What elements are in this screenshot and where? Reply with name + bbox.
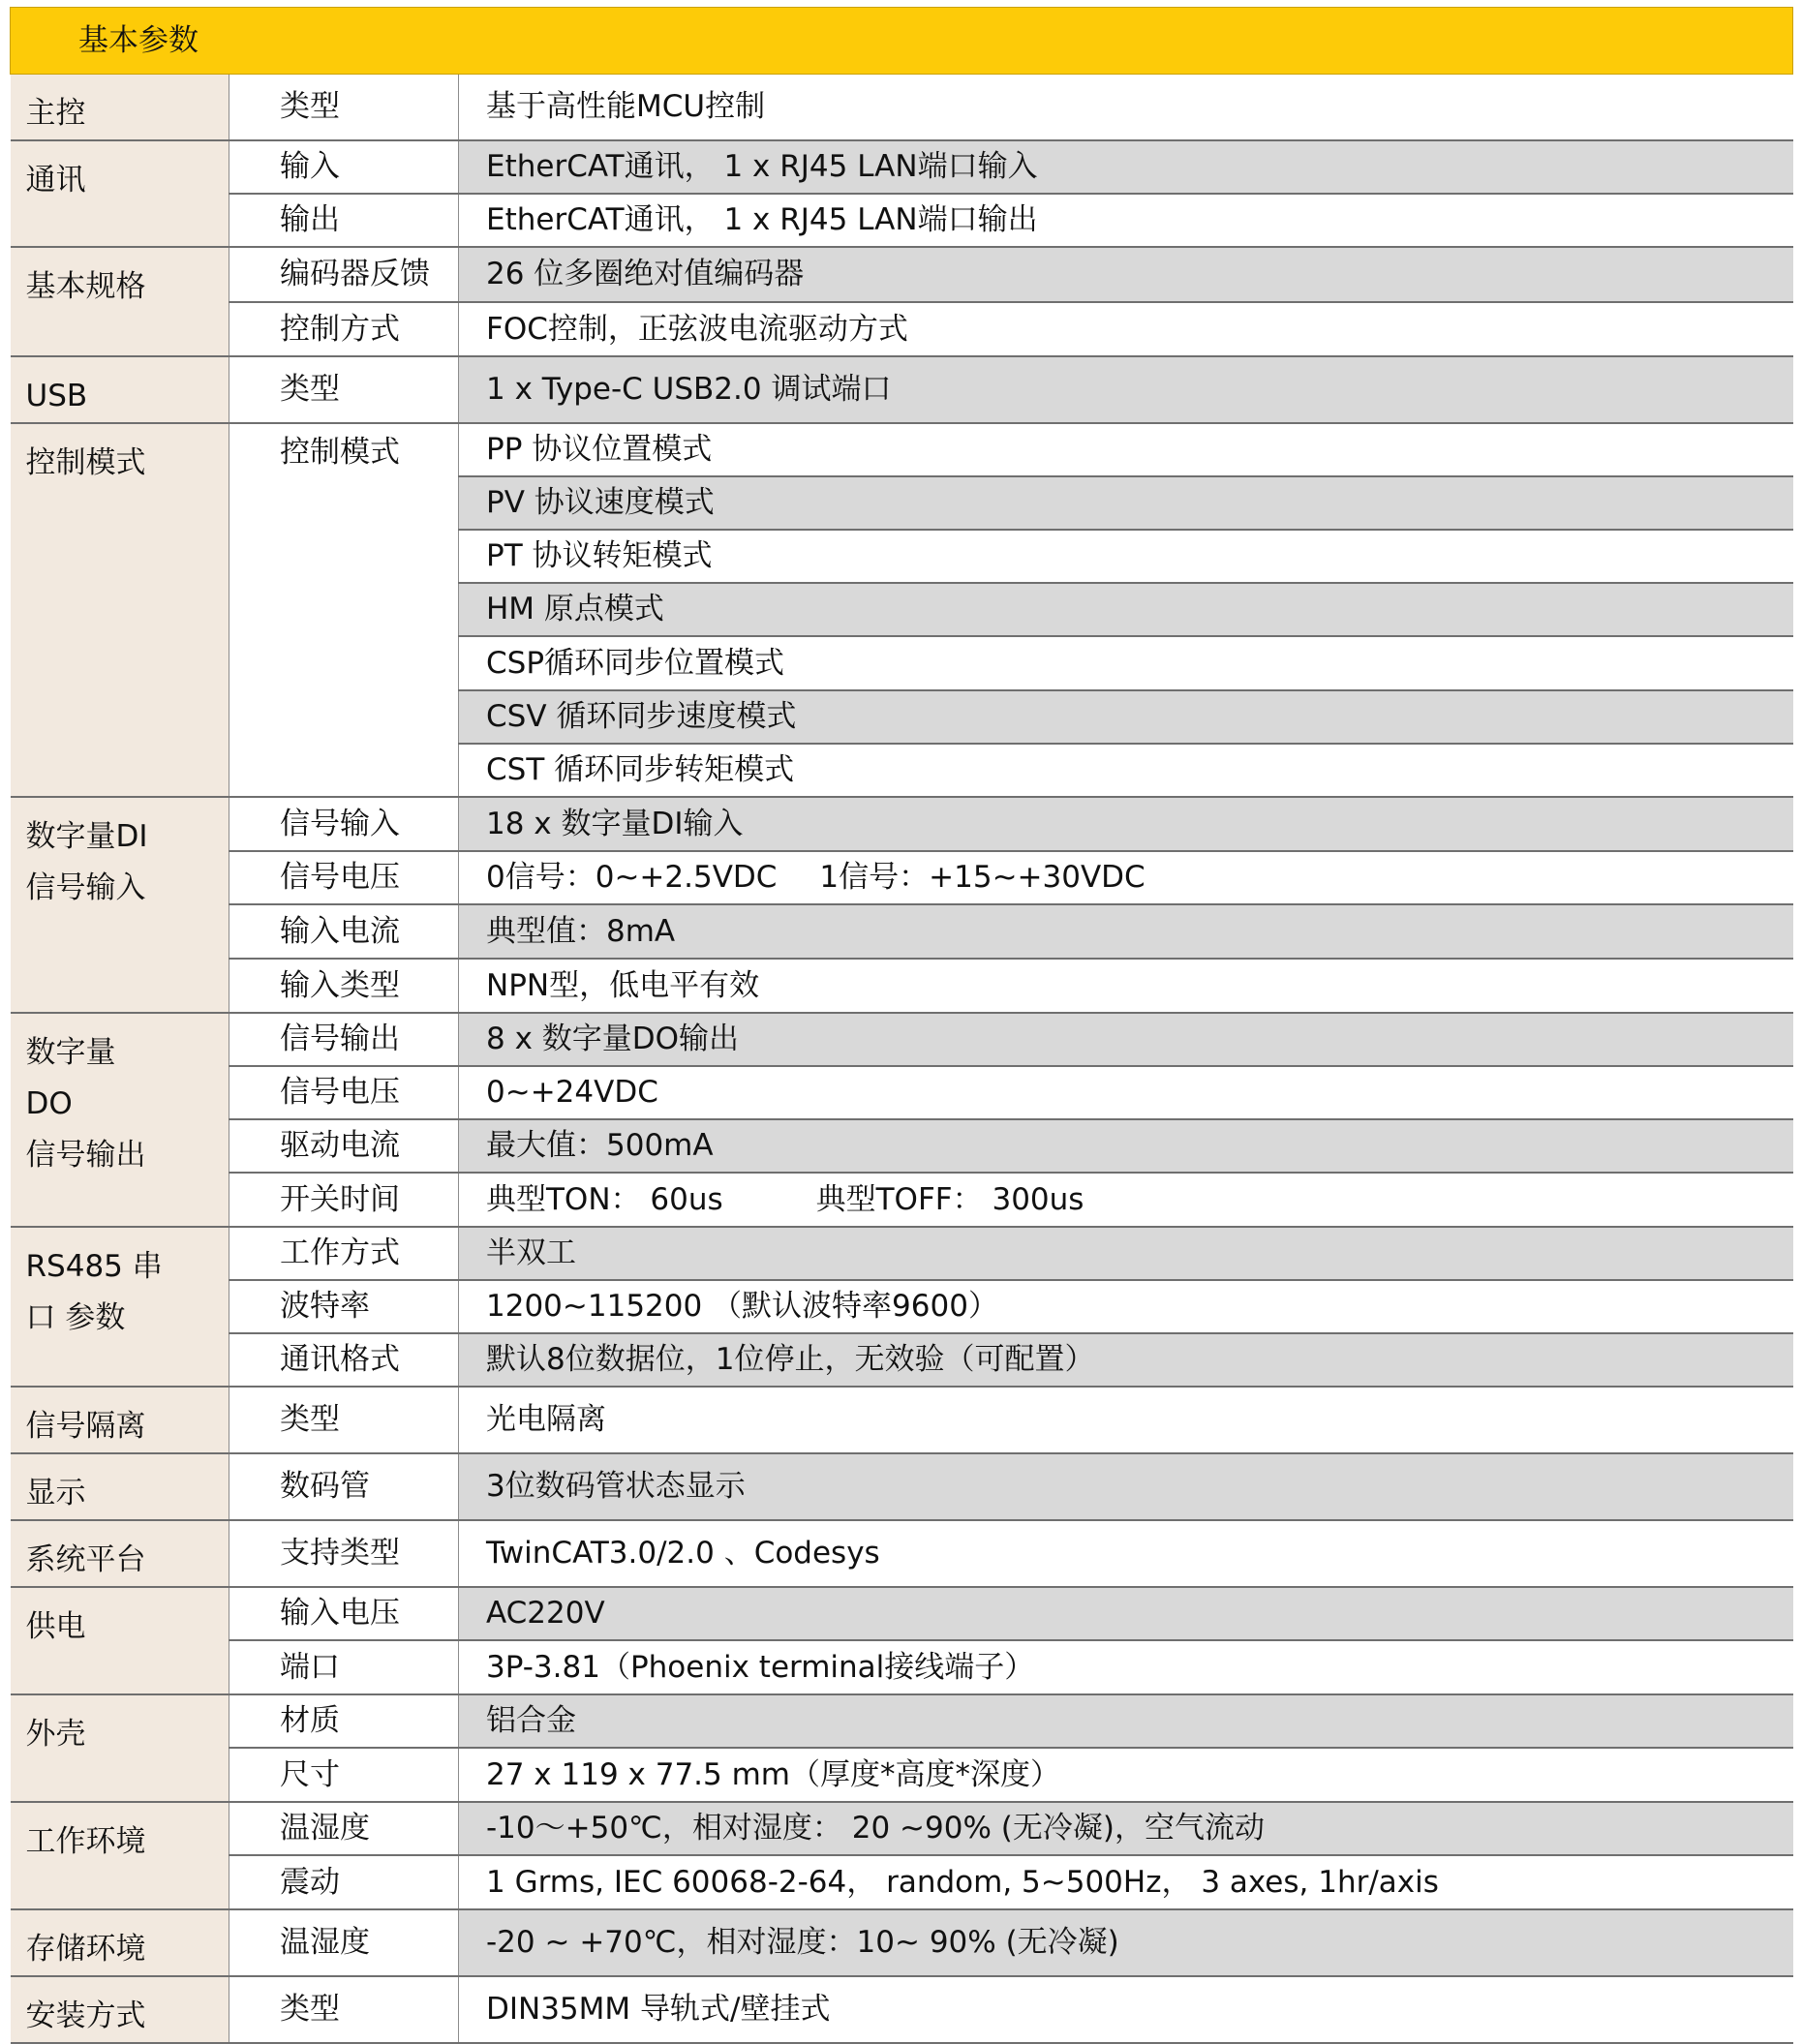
value-cell: PV 协议速度模式 <box>459 476 1793 530</box>
category-cell: 基本规格 <box>11 247 229 356</box>
item-cell: 输入电压 <box>229 1587 459 1640</box>
category-cell: 外壳 <box>11 1694 229 1802</box>
category-cell <box>11 797 229 1013</box>
category-cell <box>11 1227 229 1387</box>
value-part: 典型TOFF： 300us <box>815 1181 1084 1217</box>
table-row <box>11 1694 1793 1748</box>
table-title: 基本参数 <box>11 8 1793 75</box>
value-cell: 1200~115200 （默认波特率9600） <box>459 1280 1793 1333</box>
item-cell: 类型 <box>229 1387 459 1453</box>
table-row <box>11 1387 1793 1453</box>
table-row <box>11 959 1793 1013</box>
value-cell: 26 位多圈绝对值编码器 <box>459 247 1793 302</box>
category-line: 信号输出 <box>25 1138 146 1173</box>
table-row <box>11 1173 1793 1227</box>
table-row <box>11 1333 1793 1387</box>
value-cell: 1 Grms, IEC 60068-2-64， random, 5~500Hz， 3 axes, 1hr/axis <box>459 1855 1793 1909</box>
category-cell: 显示 <box>11 1453 229 1520</box>
category-cell: 信号隔离 <box>11 1387 229 1453</box>
item-cell: 震动 <box>229 1855 459 1909</box>
value-cell <box>459 1173 1793 1227</box>
category-cell: 安装方式 <box>11 1976 229 2043</box>
value-cell: -10～+50℃，相对湿度： 20 ~90% (无冷凝)，空气流动 <box>459 1802 1793 1855</box>
table-row <box>11 356 1793 423</box>
category-cell: 控制模式 <box>11 423 229 797</box>
category-line: RS485 串 <box>25 1249 163 1284</box>
item-cell: 输入电流 <box>229 904 459 959</box>
table-row <box>11 1855 1793 1909</box>
value-cell: 27 x 119 x 77.5 mm（厚度*高度*深度） <box>459 1748 1793 1802</box>
value-cell: 典型值：8mA <box>459 904 1793 959</box>
item-cell: 输出 <box>229 194 459 247</box>
category-line: 口 参数 <box>25 1300 126 1335</box>
category-cell: 工作环境 <box>11 1802 229 1909</box>
table-row <box>11 1119 1793 1173</box>
item-cell: 开关时间 <box>229 1173 459 1227</box>
item-cell: 输入类型 <box>229 959 459 1013</box>
table-header-row <box>11 8 1793 75</box>
table-row <box>11 194 1793 247</box>
value-cell: TwinCAT3.0/2.0 、Codesys <box>459 1520 1793 1587</box>
value-cell: HM 原点模式 <box>459 583 1793 636</box>
item-cell: 控制方式 <box>229 302 459 356</box>
table-row <box>11 1640 1793 1694</box>
category-cell: 主控 <box>11 75 229 141</box>
value-cell: PP 协议位置模式 <box>459 423 1793 476</box>
table-row <box>11 797 1793 851</box>
value-cell: 最大值：500mA <box>459 1119 1793 1173</box>
item-cell: 数码管 <box>229 1453 459 1520</box>
value-cell <box>459 851 1793 904</box>
item-cell: 支持类型 <box>229 1520 459 1587</box>
value-cell: AC220V <box>459 1587 1793 1640</box>
value-cell: DIN35MM 导轨式/壁挂式 <box>459 1976 1793 2043</box>
table-row <box>11 1520 1793 1587</box>
value-cell: -20 ~ +70℃，相对湿度：10~ 90% (无冷凝) <box>459 1909 1793 1976</box>
value-cell: CST 循环同步转矩模式 <box>459 744 1793 797</box>
value-cell: CSP循环同步位置模式 <box>459 636 1793 690</box>
table-row <box>11 140 1793 194</box>
category-cell: 通讯 <box>11 140 229 247</box>
item-cell: 材质 <box>229 1694 459 1748</box>
table-row <box>11 1227 1793 1280</box>
item-cell: 波特率 <box>229 1280 459 1333</box>
value-cell: FOC控制，正弦波电流驱动方式 <box>459 302 1793 356</box>
item-cell: 信号电压 <box>229 851 459 904</box>
item-cell: 温湿度 <box>229 1909 459 1976</box>
value-cell: 8 x 数字量DO输出 <box>459 1013 1793 1066</box>
value-cell: PT 协议转矩模式 <box>459 530 1793 583</box>
item-cell: 温湿度 <box>229 1802 459 1855</box>
value-part: 1信号：+15~+30VDC <box>819 860 1145 895</box>
table-row <box>11 302 1793 356</box>
value-cell: EtherCAT通讯， 1 x RJ45 LAN端口输入 <box>459 140 1793 194</box>
table-row <box>11 1013 1793 1066</box>
category-line: 数字量 <box>25 1035 116 1070</box>
item-cell: 类型 <box>229 356 459 423</box>
category-line: 信号输入 <box>25 870 146 905</box>
table-row <box>11 75 1793 141</box>
value-cell: 18 x 数字量DI输入 <box>459 797 1793 851</box>
value-cell: 光电隔离 <box>459 1387 1793 1453</box>
item-cell: 信号输入 <box>229 797 459 851</box>
category-cell <box>11 1013 229 1227</box>
value-cell: 0~+24VDC <box>459 1066 1793 1119</box>
item-cell: 输入 <box>229 140 459 194</box>
value-cell: 3位数码管状态显示 <box>459 1453 1793 1520</box>
category-line: 数字量DI <box>25 819 148 854</box>
table-row <box>11 1802 1793 1855</box>
table-row <box>11 423 1793 476</box>
value-part: 0信号：0~+2.5VDC <box>486 860 778 895</box>
category-cell: 存储环境 <box>11 1909 229 1976</box>
value-cell: 半双工 <box>459 1227 1793 1280</box>
value-cell: NPN型，低电平有效 <box>459 959 1793 1013</box>
table-row <box>11 1909 1793 1976</box>
table-row <box>11 851 1793 904</box>
category-cell: 供电 <box>11 1587 229 1694</box>
value-part: 典型TON： 60us <box>486 1181 723 1217</box>
item-cell: 类型 <box>229 1976 459 2043</box>
item-cell: 工作方式 <box>229 1227 459 1280</box>
item-cell: 驱动电流 <box>229 1119 459 1173</box>
table-row <box>11 1066 1793 1119</box>
value-cell: 3P-3.81（Phoenix terminal接线端子） <box>459 1640 1793 1694</box>
table-row <box>11 1587 1793 1640</box>
value-cell: 默认8位数据位，1位停止，无效验（可配置） <box>459 1333 1793 1387</box>
table-row <box>11 904 1793 959</box>
item-cell: 通讯格式 <box>229 1333 459 1387</box>
value-cell: EtherCAT通讯， 1 x RJ45 LAN端口输出 <box>459 194 1793 247</box>
item-cell: 类型 <box>229 75 459 141</box>
value-cell: 1 x Type-C USB2.0 调试端口 <box>459 356 1793 423</box>
value-cell: 基于高性能MCU控制 <box>459 75 1793 141</box>
table-row <box>11 1280 1793 1333</box>
item-cell: 编码器反馈 <box>229 247 459 302</box>
value-cell: CSV 循环同步速度模式 <box>459 690 1793 744</box>
table-row <box>11 1976 1793 2043</box>
category-line: DO <box>25 1086 73 1121</box>
value-cell: 铝合金 <box>459 1694 1793 1748</box>
category-cell: 系统平台 <box>11 1520 229 1587</box>
item-cell: 控制模式 <box>229 423 459 797</box>
category-cell: USB <box>11 356 229 423</box>
table-row <box>11 1453 1793 1520</box>
table-row <box>11 247 1793 302</box>
table-row <box>11 1748 1793 1802</box>
item-cell: 尺寸 <box>229 1748 459 1802</box>
item-cell: 信号电压 <box>229 1066 459 1119</box>
spec-table <box>10 7 1793 2044</box>
item-cell: 信号输出 <box>229 1013 459 1066</box>
item-cell: 端口 <box>229 1640 459 1694</box>
